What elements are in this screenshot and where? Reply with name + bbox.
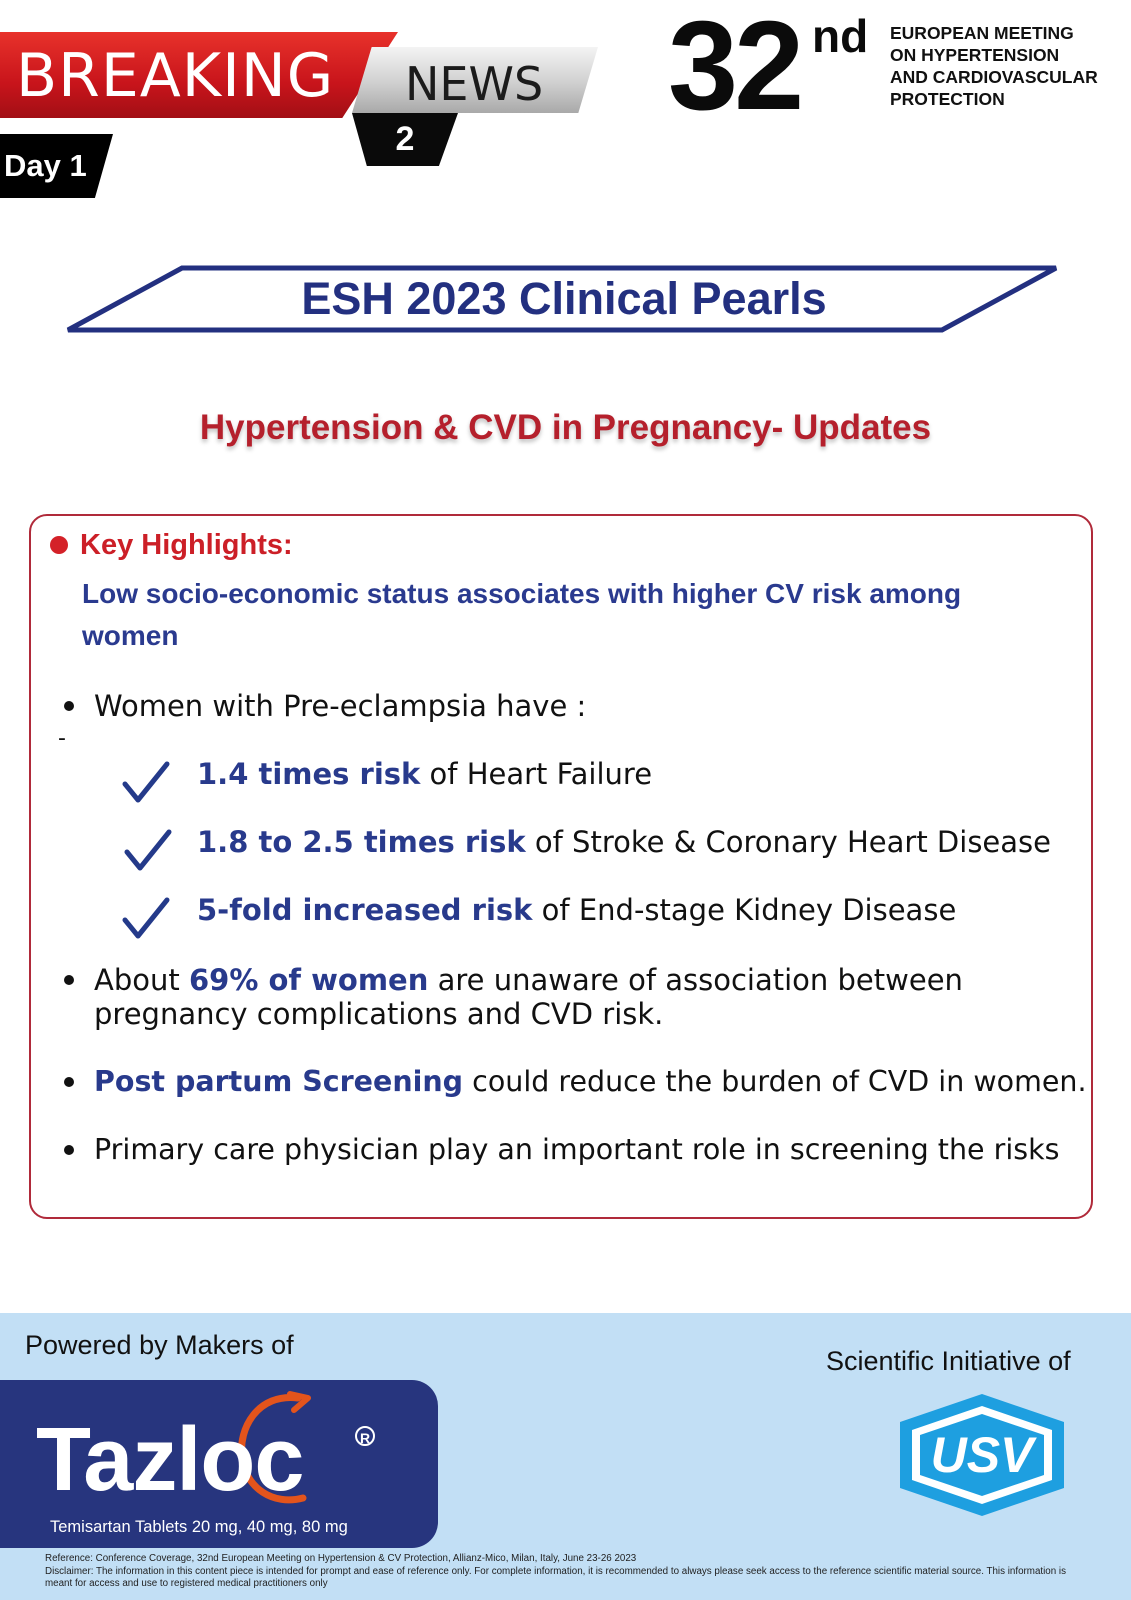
risk-value: 1.8 to 2.5 times risk <box>197 825 526 859</box>
bullet-dot-icon <box>64 975 74 985</box>
registered-icon: R <box>355 1426 375 1446</box>
issue-number: 2 <box>395 120 415 158</box>
dash-mark: - <box>58 726 66 751</box>
news-label: NEWS <box>405 57 544 111</box>
usv-logo-icon <box>894 1390 1070 1520</box>
reference-note <box>45 1553 1095 1591</box>
check-item <box>197 825 1051 859</box>
bullet-screening <box>94 1065 1087 1099</box>
bullet-primary-care: Primary care physician play an important role in screening the risks <box>94 1133 1060 1166</box>
percent-highlight: 69% of women <box>188 963 429 997</box>
check-item <box>197 893 956 927</box>
checkmark-icon <box>122 760 170 804</box>
risk-desc: of Heart Failure <box>420 757 653 791</box>
meeting-line: AND CARDIOVASCULAR <box>890 67 1098 87</box>
scientific-initiative-label: Scientific Initiative of <box>826 1346 1071 1376</box>
meeting-line: EUROPEAN MEETING <box>890 23 1074 43</box>
check-item <box>197 757 652 791</box>
bullet-dot-icon <box>64 701 74 711</box>
tazloc-brand: Tazloc <box>36 1410 304 1510</box>
text-part: are unaware of association between <box>428 963 963 997</box>
screening-highlight: Post partum Screening <box>94 1065 464 1098</box>
edition-suffix: nd <box>812 10 869 62</box>
bullet-awareness-line2: pregnancy complications and CVD risk. <box>94 997 664 1031</box>
disclaimer-text: Disclaimer: The information in this content piece is intended for prompt and ease of reference only. For complete information, it is recommended to always please seek access to the reference scientific material source. This information is meant for access and use to registered medical practitioners only <box>45 1565 1066 1589</box>
risk-desc: of End-stage Kidney Disease <box>532 893 957 927</box>
meeting-line: ON HYPERTENSION <box>890 45 1060 65</box>
risk-value: 5-fold increased risk <box>197 893 533 927</box>
bullet-preeclampsia: Women with Pre-eclampsia have : <box>94 689 587 723</box>
checkmark-icon <box>124 828 172 872</box>
highlights-label: Key Highlights: <box>80 529 293 561</box>
usv-logo-text: USV <box>930 1427 1034 1483</box>
risk-value: 1.4 times risk <box>197 757 421 791</box>
tazloc-subtitle: Temisartan Tablets 20 mg, 40 mg, 80 mg <box>50 1518 348 1536</box>
highlights-lead: Low socio-economic status associates with higher CV risk among women <box>82 578 962 651</box>
bullet-dot-icon <box>64 1077 74 1087</box>
text-part: About <box>94 963 189 997</box>
checkmark-icon <box>122 896 170 940</box>
powered-by-label: Powered by Makers of <box>25 1330 294 1360</box>
text-part: could reduce the burden of CVD in women. <box>463 1065 1087 1098</box>
meeting-name <box>890 22 1098 110</box>
reference-text: Reference: Conference Coverage, 32nd European Meeting on Hypertension & CV Protection, Allianz-Mico, Milan, Italy, June 23-26 2023 <box>45 1553 637 1564</box>
risk-desc: of Stroke & Coronary Heart Disease <box>525 825 1051 859</box>
meeting-line: PROTECTION <box>890 89 1005 109</box>
day-label: Day 1 <box>4 148 87 183</box>
page-subtitle: Hypertension & CVD in Pregnancy- Updates <box>199 408 932 447</box>
page-title: ESH 2023 Clinical Pearls <box>301 273 827 324</box>
bullet-awareness <box>94 963 963 997</box>
breaking-label: BREAKING <box>16 41 335 111</box>
edition-number: 32 <box>668 0 801 136</box>
bullet-dot-icon <box>64 1145 74 1155</box>
bullet-dot-icon <box>50 536 68 554</box>
